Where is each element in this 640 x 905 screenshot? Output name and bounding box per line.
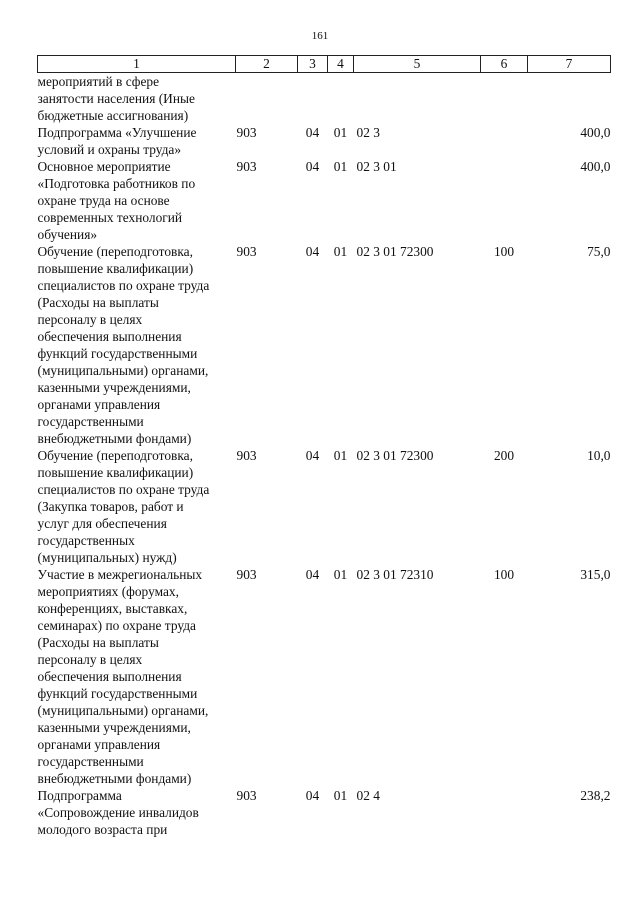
target-article-code: 02 3 01 72300 (356, 448, 434, 463)
ministry-code: 903 (236, 567, 257, 582)
section-code: 04 (305, 244, 320, 259)
section-code: 04 (305, 159, 320, 174)
column-header: 2 (236, 56, 298, 73)
amount-value: 238,2 (580, 788, 611, 803)
subsection-code: 01 (333, 244, 348, 259)
table-row (38, 566, 611, 787)
column-header: 4 (328, 56, 354, 73)
table-row (38, 243, 611, 447)
subsection-code: 01 (333, 125, 348, 140)
subsection-code: 01 (333, 448, 348, 463)
row-name-cell (38, 787, 236, 838)
amount-value: 400,0 (580, 159, 611, 174)
amount-value (528, 73, 611, 125)
section-code: 04 (305, 788, 320, 803)
row-name-cell (38, 243, 236, 447)
table-row (38, 447, 611, 566)
ministry-code: 903 (236, 788, 257, 803)
row-name-cell (38, 566, 236, 787)
target-article-code: 02 3 01 72300 (356, 244, 434, 259)
ministry-code: 903 (236, 244, 257, 259)
target-article-code: 02 4 (356, 788, 380, 803)
page-number: 161 (311, 30, 329, 42)
subsection-code: 01 (333, 159, 348, 174)
row-name: мероприятий в сфере занятости населения (Иные бюджетные ассигнования) (37, 74, 195, 123)
target-article-code: 02 3 01 (356, 159, 397, 174)
row-name: Основное мероприятие «Подготовка работников по охране труда на основе современных технологий обучения» (37, 159, 196, 242)
row-name: Обучение (переподготовка, повышение квалификации) специалистов по охране труда (Расходы на выплаты персоналу в целях обеспечения выполнения функций государственными (муниципальными) органами, казенными учреждениями, органами управления государственными внебюджетными фондами) (37, 244, 210, 446)
row-name-cell (38, 158, 236, 243)
row-name: Участие в межрегиональных мероприятиях (форумах, конференциях, выставках, семинарах) по охране труда (Расходы на выплаты персоналу в целях обеспечения выполнения функций государственными (муниципальными) органами, казенными учреждениями, органами управления государственными внебюджетными фондами) (37, 567, 209, 786)
row-name-cell (38, 73, 236, 125)
table-row (38, 158, 611, 243)
ministry-code: 903 (236, 448, 257, 463)
row-name: Обучение (переподготовка, повышение квалификации) специалистов по охране труда (Закупка товаров, работ и услуг для обеспечения государственных (муниципальных) нужд) (37, 448, 210, 565)
expense-type-code: 100 (493, 567, 515, 582)
expense-type-code (481, 158, 528, 243)
row-name-cell (38, 124, 236, 158)
table-row (38, 787, 611, 838)
target-article-code: 02 3 01 72310 (356, 567, 434, 582)
row-name: Подпрограмма «Сопровождение инвалидов молодого возраста при (37, 788, 199, 837)
subsection-code (328, 73, 354, 125)
amount-value: 75,0 (587, 244, 611, 259)
expense-type-code (481, 787, 528, 838)
target-article-code (354, 73, 481, 125)
section-code: 04 (305, 567, 320, 582)
subsection-code: 01 (333, 567, 348, 582)
expense-type-code: 100 (493, 244, 515, 259)
section-code: 04 (305, 448, 320, 463)
table-row (38, 73, 611, 125)
amount-value: 400,0 (580, 125, 611, 140)
column-header: 5 (354, 56, 481, 73)
table-header-row (38, 56, 611, 73)
ministry-code: 903 (236, 125, 257, 140)
column-header: 3 (298, 56, 328, 73)
expense-type-code: 200 (493, 448, 515, 463)
amount-value: 10,0 (587, 448, 611, 463)
row-name-cell (38, 447, 236, 566)
expense-type-code (481, 124, 528, 158)
amount-value: 315,0 (580, 567, 611, 582)
table-row (38, 124, 611, 158)
row-name: Подпрограмма «Улучшение условий и охраны труда» (37, 125, 197, 157)
ministry-code: 903 (236, 159, 257, 174)
subsection-code: 01 (333, 788, 348, 803)
target-article-code: 02 3 (356, 125, 380, 140)
ministry-code (236, 73, 298, 125)
column-header: 7 (528, 56, 611, 73)
section-code (298, 73, 328, 125)
section-code: 04 (305, 125, 320, 140)
column-header: 6 (481, 56, 528, 73)
budget-table (37, 55, 611, 838)
expense-type-code (481, 73, 528, 125)
column-header: 1 (38, 56, 236, 73)
